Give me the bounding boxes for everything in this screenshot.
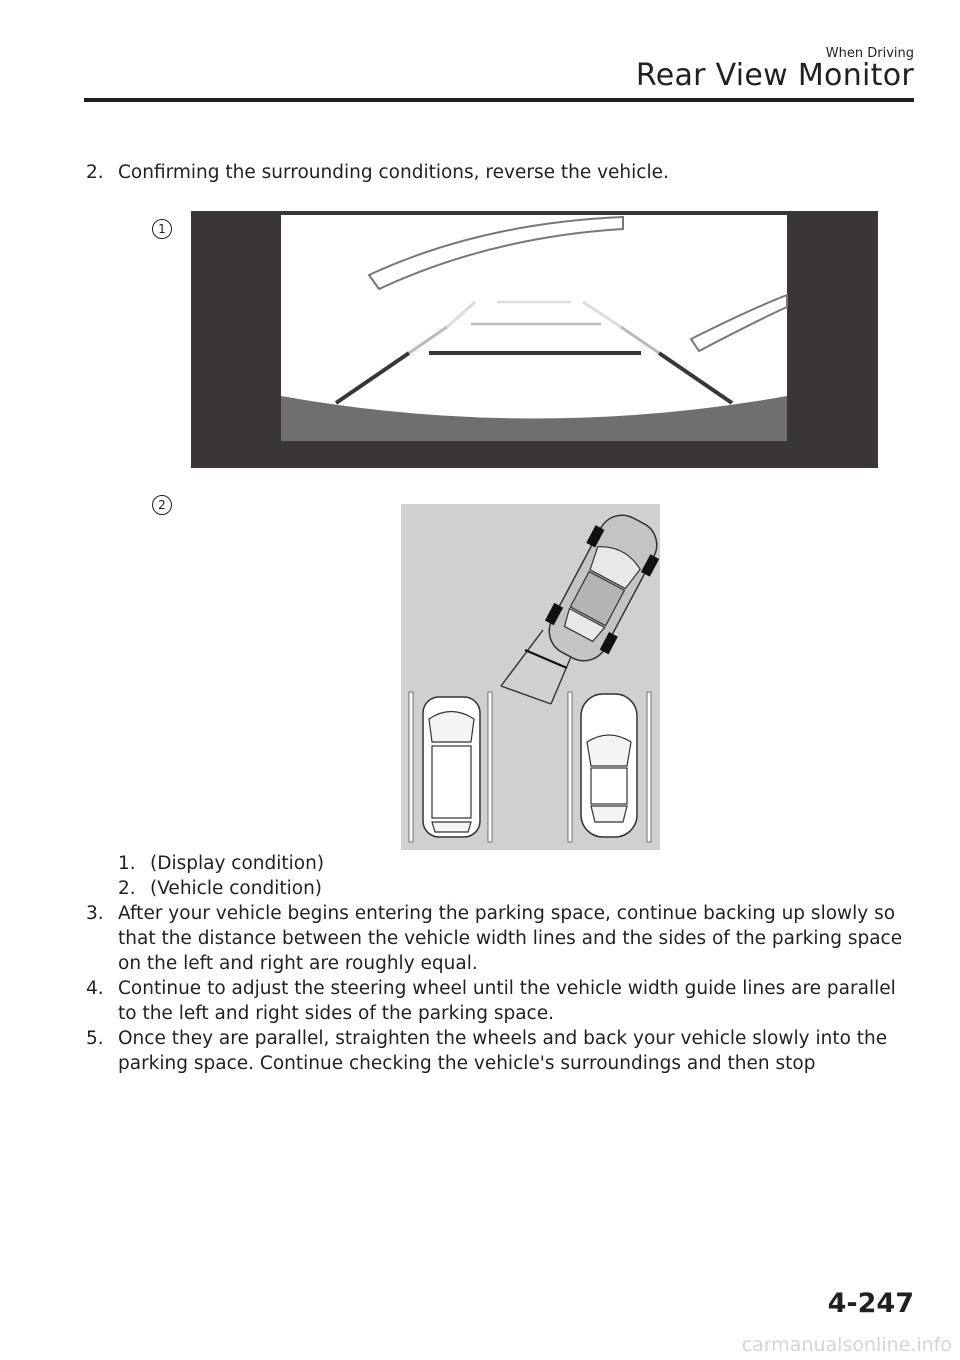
caption-2-number: 2. [118,878,136,899]
page-title: Rear View Monitor [635,58,914,93]
step-2-number: 2. [86,162,104,183]
monitor-display-illustration [191,211,878,468]
step-2 [86,160,920,185]
header-rule [84,98,914,102]
step-4-text: Continue to adjust the steering wheel until the vehicle width guide lines are parallel to the left and right sides of the parking space. [118,978,896,1024]
vehicle-condition-illustration [401,504,660,850]
caption-2 [118,876,418,901]
caption-1-number: 1. [118,853,136,874]
figure-marker-2: 2 [152,495,172,515]
step-4-number: 4. [86,978,104,999]
step-5 [86,1026,920,1076]
parking-line-3 [568,692,572,842]
step-5-text: Once they are parallel, straighten the wheels and back your vehicle slowly into the parking space. Continue checking the vehicle's surroundings and then stop [118,1028,888,1074]
step-3 [86,901,920,976]
step-4 [86,976,920,1026]
caption-2-text: (Vehicle condition) [150,878,323,899]
watermark: carmanualsonline.info [741,1334,952,1356]
step-2-text: Confirming the surrounding conditions, reverse the vehicle. [118,162,669,183]
step-3-number: 3. [86,903,104,924]
step-3-text: After your vehicle begins entering the parking space, continue backing up slowly so that the distance between the vehicle width lines and the sides of the parking space on the left and right are roughly equal. [118,903,903,974]
parked-car-left [423,697,480,837]
parking-line-2 [488,692,492,842]
page-number: 4-247 [827,1288,914,1319]
parking-line-4 [647,692,651,842]
caption-1 [118,851,418,876]
section-label: When Driving [825,46,914,61]
parked-car-right [581,694,637,837]
step-5-number: 5. [86,1028,104,1049]
parking-line-1 [409,692,413,842]
figure-marker-1: 1 [152,219,172,239]
caption-1-text: (Display condition) [150,853,325,874]
